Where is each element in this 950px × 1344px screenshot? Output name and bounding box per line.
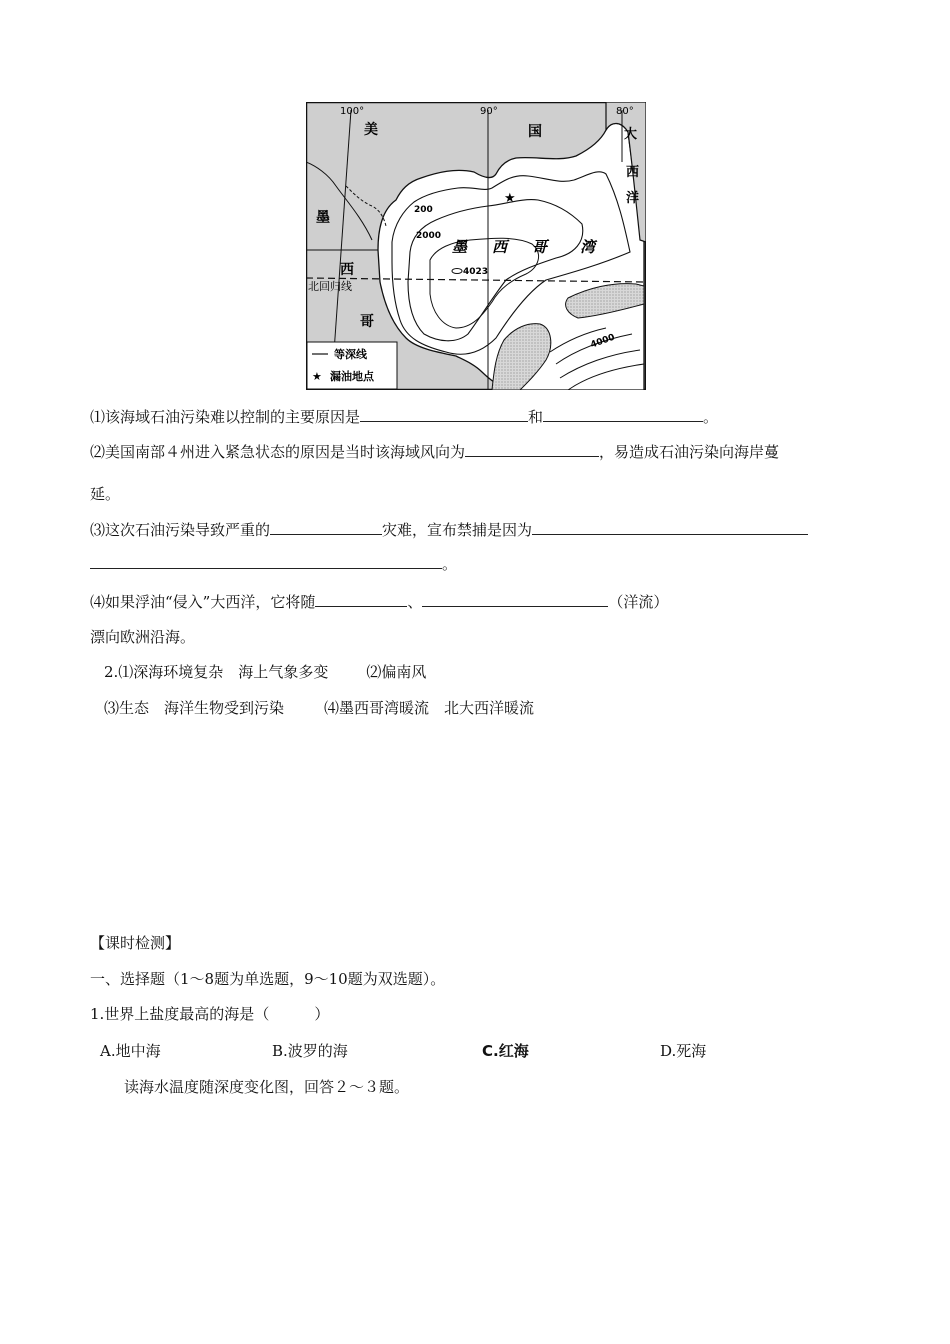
usa-label-2: 国 — [528, 124, 542, 140]
question-1 — [90, 405, 718, 428]
section-title: 【课时检测】 — [90, 934, 181, 952]
lon-label-90: 90° — [480, 106, 498, 117]
usa-label-1: 美 — [364, 122, 378, 138]
gulf-label-3: 哥 — [532, 238, 548, 256]
gulf-label-4: 湾 — [580, 238, 596, 256]
gulf-label-2: 西 — [492, 238, 508, 256]
q2-text: ⑵美国南部４州进入紧急状态的原因是当时该海域风向为 — [90, 443, 466, 461]
q3-text: ⑶这次石油污染导致严重的 — [90, 521, 271, 539]
legend-star-icon: ★ — [312, 370, 322, 383]
q2-blank-1[interactable] — [465, 440, 599, 457]
instruction-line: 读海水温度随深度变化图，回答２～３题。 — [124, 1078, 410, 1096]
q3-blank-1[interactable] — [270, 518, 382, 535]
q1-text: ⑴该海域石油污染难以控制的主要原因是 — [90, 408, 361, 426]
q4-text: ⑷如果浮油“侵入”大西洋，它将随 — [90, 593, 316, 611]
depth-label-4000: 4000 — [589, 332, 617, 351]
q4-blank-1[interactable] — [315, 590, 407, 607]
answer-1-part-1: 2.⑴深海环境复杂 海上气象多变 — [104, 663, 329, 681]
section-part-1: 一、选择题（1～8题为单选题，9～10题为双选题）。 — [90, 970, 446, 988]
oil-leak-star-icon: ★ — [504, 191, 516, 206]
question-2-continuation: 延。 — [90, 485, 121, 503]
atlantic-label-1: 大 — [624, 127, 638, 142]
lon-label-100: 100° — [340, 106, 365, 117]
legend-isobath-label: 等深线 — [334, 348, 367, 361]
lon-label-80: 80° — [616, 106, 634, 117]
question-4 — [90, 590, 668, 613]
q3-blank-2[interactable] — [532, 518, 808, 535]
q1-end: 。 — [703, 408, 719, 426]
answer-1-part-2: ⑵偏南风 — [366, 663, 427, 681]
depth-label-2000: 2000 — [416, 231, 442, 241]
question-3-continuation — [90, 552, 457, 575]
answer-line-1 — [104, 661, 426, 683]
answer-2-part-2: ⑷墨西哥湾暖流 北大西洋暖流 — [324, 699, 535, 717]
atlantic-label-2: 西 — [626, 165, 640, 180]
legend-leak-label: 漏油地点 — [330, 370, 374, 383]
question-4-continuation: 漂向欧洲沿海。 — [90, 628, 196, 646]
option-d[interactable]: D.死海 — [660, 1042, 707, 1060]
q4-end: （洋流） — [608, 593, 669, 611]
gulf-of-mexico-map — [306, 102, 646, 390]
depth-label-4023: 4023 — [463, 267, 489, 277]
q3-blank-3[interactable] — [90, 552, 442, 569]
mexico-label-3: 哥 — [360, 314, 374, 330]
question-2 — [90, 440, 779, 463]
q4-sep: 、 — [407, 593, 423, 611]
q3-middle: 灾难，宣布禁捕是因为 — [382, 521, 533, 539]
mexico-label-1: 墨 — [316, 210, 330, 226]
answer-2-part-1: ⑶生态 海洋生物受到污染 — [104, 699, 285, 717]
q1-joiner: 和 — [528, 408, 544, 426]
mc-question-1: 1.世界上盐度最高的海是（ ） — [90, 1005, 330, 1023]
option-a[interactable]: A.地中海 — [100, 1042, 161, 1060]
tropic-label: 北回归线 — [308, 280, 352, 293]
atlantic-label-3: 洋 — [626, 191, 640, 206]
option-b[interactable]: B.波罗的海 — [272, 1042, 348, 1060]
mexico-label-2: 西 — [340, 262, 354, 278]
q1-blank-2[interactable] — [543, 405, 703, 422]
depth-label-200: 200 — [414, 205, 433, 215]
q3-end: 。 — [442, 555, 458, 573]
option-c[interactable]: C.红海 — [482, 1042, 529, 1060]
answer-line-2 — [104, 697, 534, 719]
question-3 — [90, 518, 808, 541]
gulf-label-1: 墨 — [452, 238, 468, 256]
q4-blank-2[interactable] — [422, 590, 608, 607]
q2-end: ，易造成石油污染向海岸蔓 — [599, 443, 780, 461]
q1-blank-1[interactable] — [360, 405, 528, 422]
